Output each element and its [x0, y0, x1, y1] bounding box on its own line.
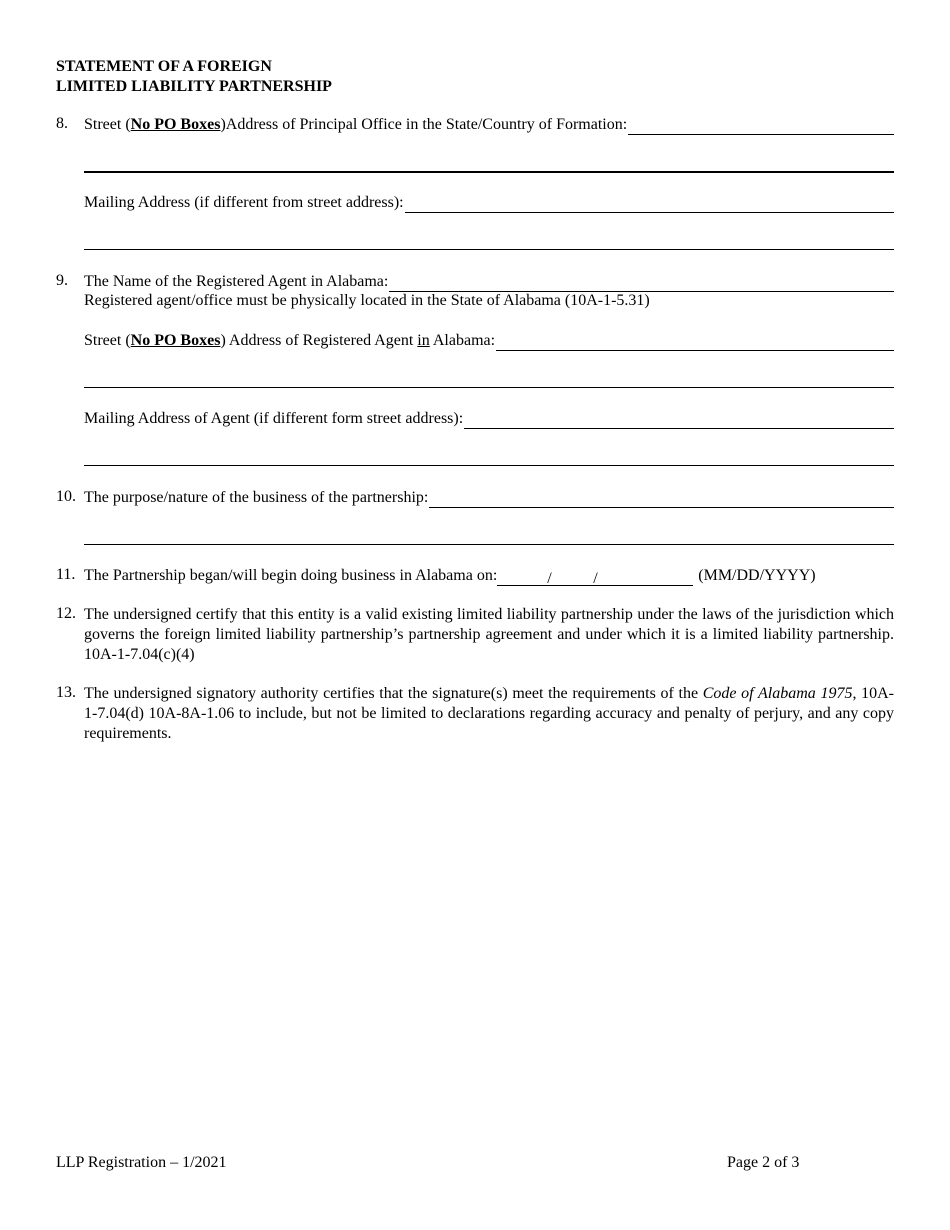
date-format-hint: (MM/DD/YYYY): [698, 567, 816, 584]
date-month-field[interactable]: [497, 569, 547, 586]
form-title: [56, 57, 332, 97]
item-9-street-label: Street (No PO Boxes) Address of Registered Agent in Alabama:: [84, 332, 496, 349]
principal-office-mailing-field[interactable]: [405, 196, 894, 213]
form-title-line2: LIMITED LIABILITY PARTNERSHIP: [56, 78, 332, 95]
item-10-number: 10.: [56, 488, 76, 505]
item-13-text: The undersigned signatory authority certifies that the signature(s) meet the requirements of the Code of Alabama 1975, 10A-1-7.04(d) 10A-8A-1.06 to include, but not be limited to declarations regarding accuracy and penalty of perjury, and any copy requirements.: [84, 685, 895, 742]
registered-agent-name-field[interactable]: [389, 275, 894, 292]
item-12-text: The undersigned certify that this entity is a valid existing limited liability partnership under the laws of the jurisdiction which governs the foreign limited liability partnership’s partnership agreement and under which it is a limited liability partnership. 10A-1-7.04(c)(4): [84, 606, 894, 663]
business-purpose-field[interactable]: [429, 491, 894, 508]
item-13-number: 13.: [56, 684, 76, 701]
item-10-row: [84, 488, 894, 508]
agent-street-address-field[interactable]: [496, 334, 894, 351]
form-title-line1: STATEMENT OF A FOREIGN: [56, 58, 272, 75]
agent-mailing-address-field[interactable]: [464, 412, 894, 429]
item-9-agent-label: The Name of the Registered Agent in Alabama:: [84, 273, 389, 290]
date-day-field[interactable]: [547, 569, 593, 586]
item-9-mailing-row: [84, 409, 894, 429]
business-purpose-line-2[interactable]: [84, 544, 894, 545]
item-9-mailing-label: Mailing Address of Agent (if different form street address):: [84, 410, 464, 427]
item-9-agent-note: Registered agent/office must be physically located in the State of Alabama (10A-1-5.31): [84, 292, 650, 309]
item-9-agent-row: [84, 272, 894, 292]
agent-street-address-line-2[interactable]: [84, 387, 894, 388]
code-of-alabama-citation: Code of Alabama 1975: [702, 685, 853, 702]
item-9-street-row: [84, 331, 894, 351]
item-8-mailing-row: [84, 193, 894, 213]
item-11-number: 11.: [56, 566, 76, 583]
item-8-street-row: [84, 115, 894, 135]
item-8-mailing-label: Mailing Address (if different from street address):: [84, 194, 404, 211]
item-8-street-label: Street (No PO Boxes)Address of Principal Office in the State/Country of Formation:: [84, 116, 628, 133]
item-11-label: The Partnership began/will begin doing business in Alabama on:: [84, 567, 498, 584]
principal-office-mailing-line-2[interactable]: [84, 249, 894, 250]
principal-office-street-field[interactable]: [628, 118, 894, 135]
item-11-row: The Partnership began/will begin doing business in Alabama on: / / (MM/DD/YYYY): [84, 567, 816, 587]
item-8-number: 8.: [56, 115, 68, 132]
principal-office-street-line-2[interactable]: [84, 171, 894, 173]
footer-page-number: Page 2 of 3: [727, 1154, 800, 1171]
agent-mailing-address-line-2[interactable]: [84, 465, 894, 466]
date-year-field[interactable]: [593, 569, 693, 586]
item-12-number: 12.: [56, 605, 76, 622]
item-9-number: 9.: [56, 272, 68, 289]
item-10-label: The purpose/nature of the business of the partnership:: [84, 489, 429, 506]
footer-form-version: LLP Registration – 1/2021: [56, 1154, 227, 1171]
